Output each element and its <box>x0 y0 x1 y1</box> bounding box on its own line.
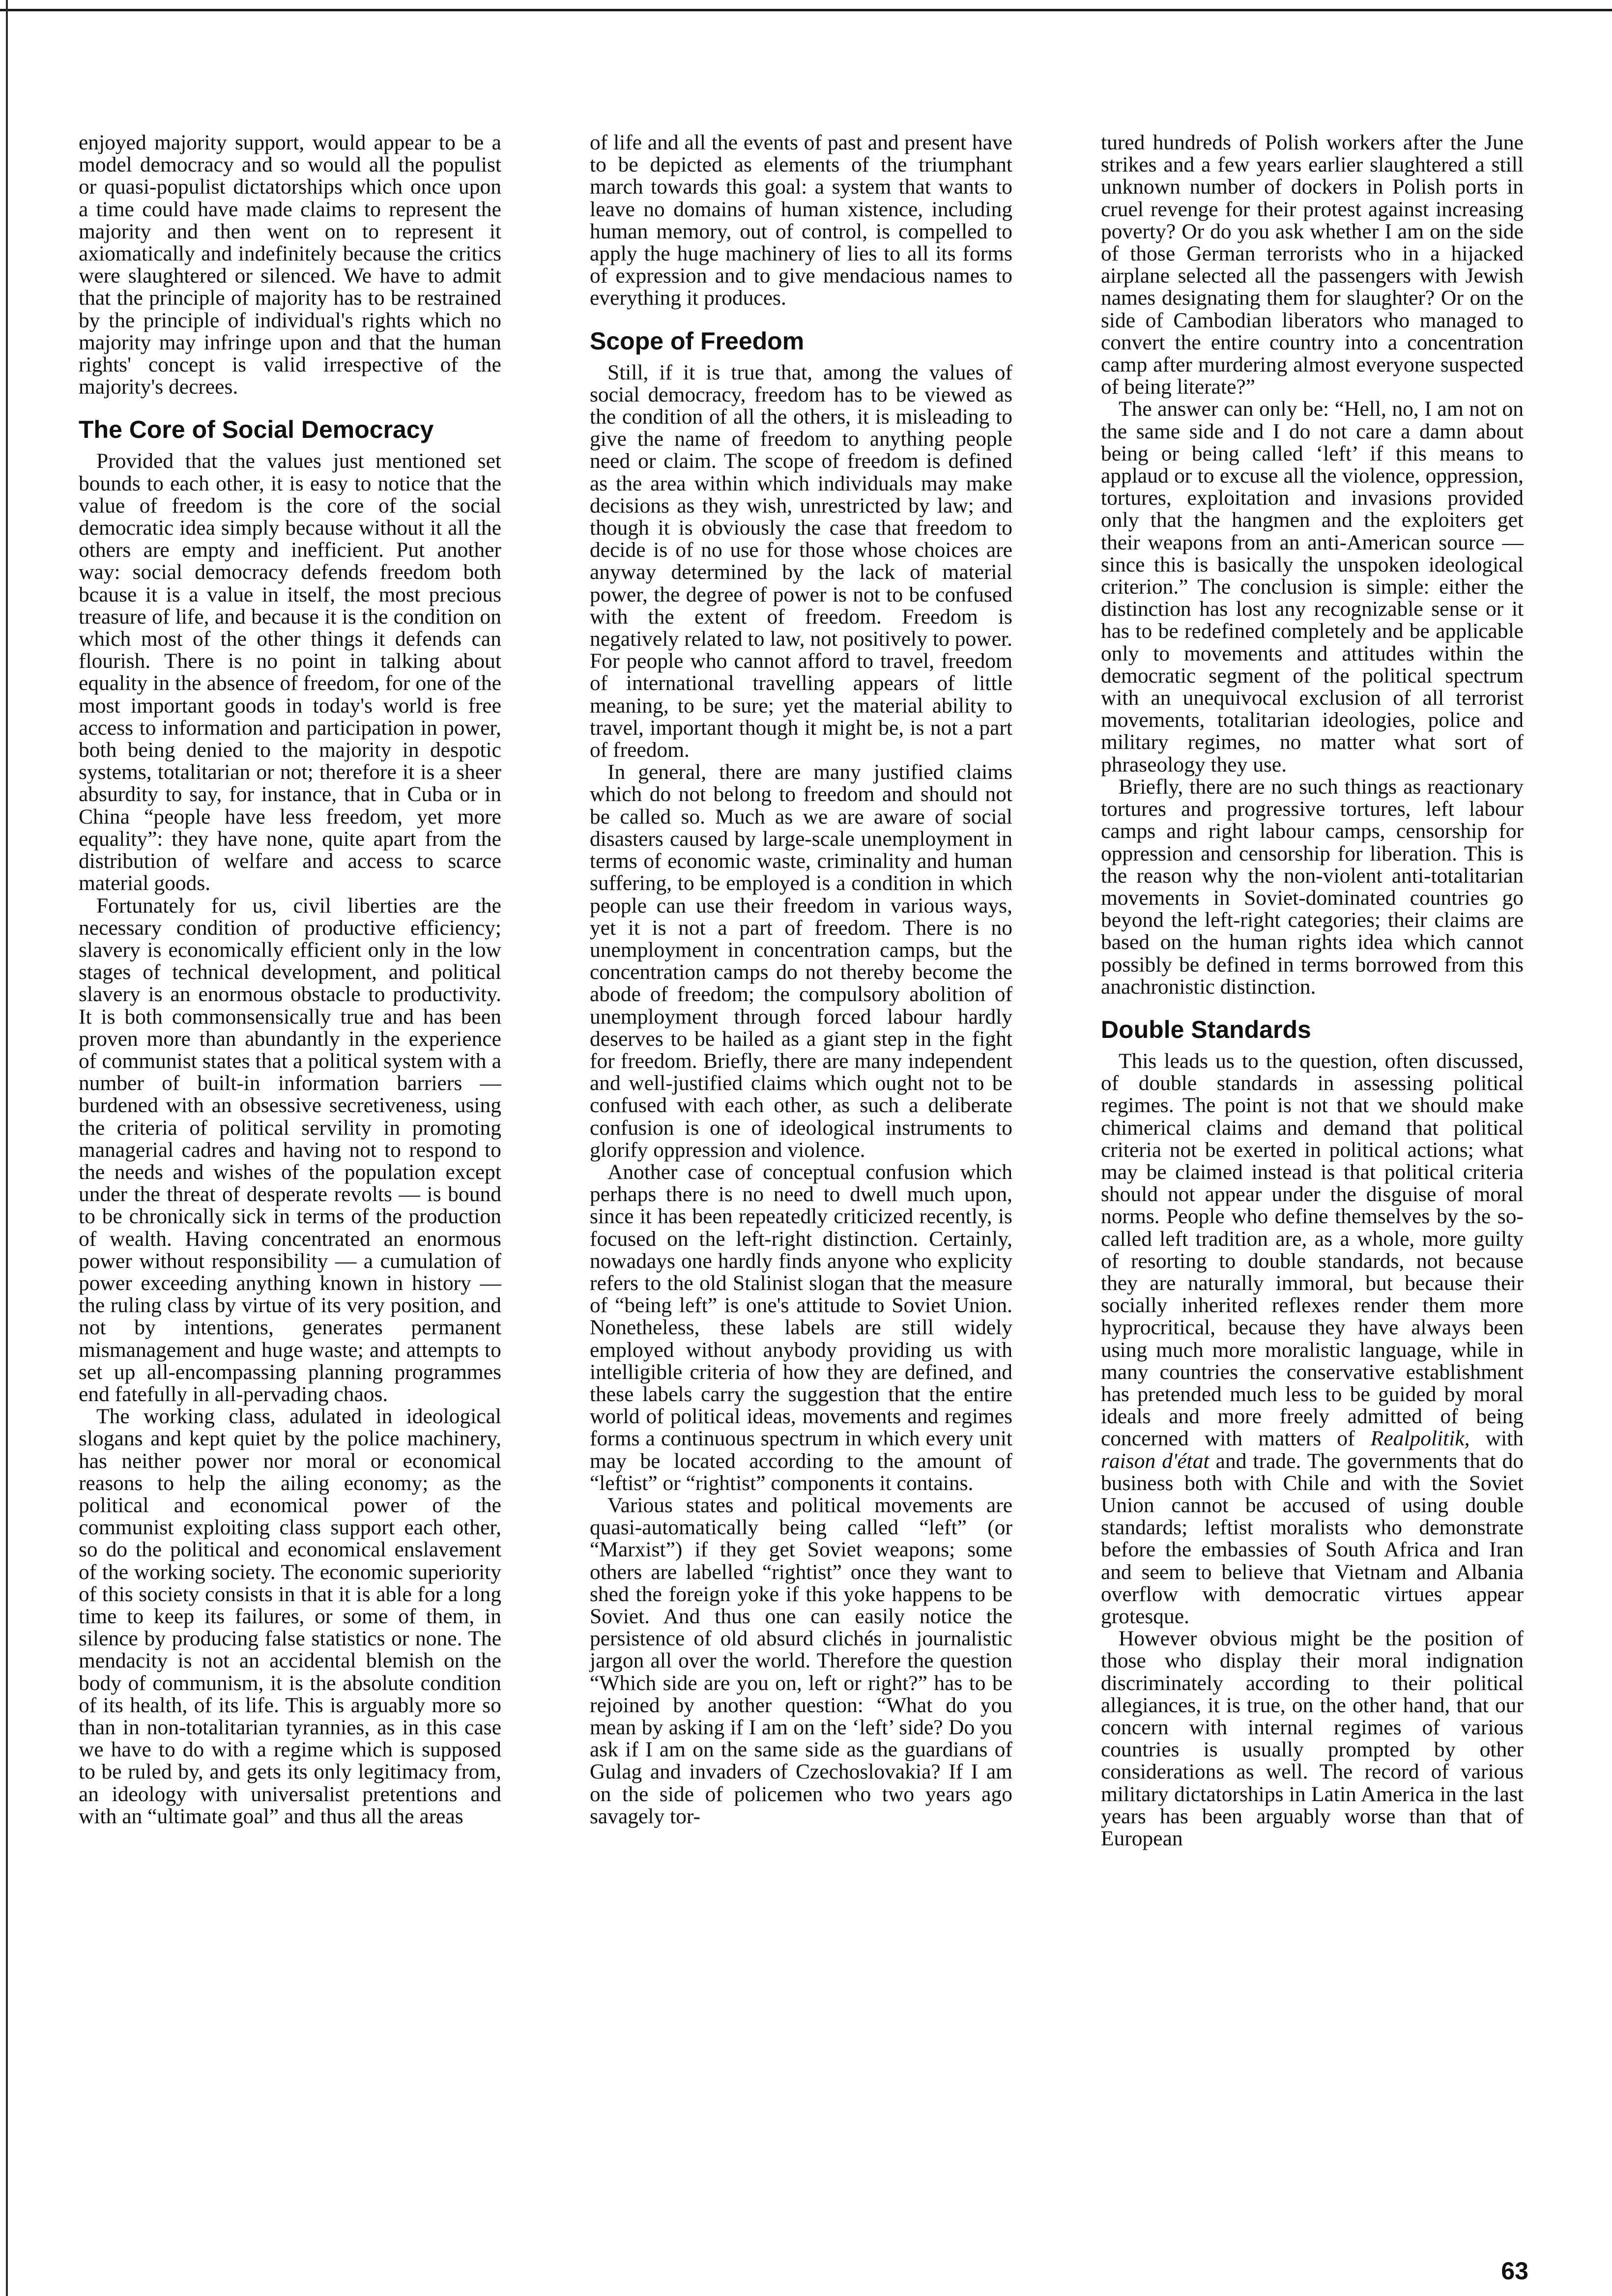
paragraph: The working class, adulated in ideological slogans and kept quiet by the police machinery, has neither power nor moral or economical reasons to help the ailing economy; as the political and economical power of the communist exploiting class support each other, so do the political and economical enslavement of the working society. The economic superiority of this society consists in that it is able for a long time to keep its failures, or some of them, in silence by producing false statistics or none. The mendacity is not an accidental blemish on the body of communism, it is the absolute condition of its health, of its life. This is arguably more so than in non-totalitarian tyrannies, as in this case we have to do with a regime which is supposed to be ruled by, and gets its only legitimacy from, an ideology with universalist pretentions and with an “ultimate goal” and thus all the areas <box>79 1405 501 1828</box>
paragraph-text: This leads us to the question, often discussed, of double standards in assessing political regimes. The point is not that we should make chimerical claims and demand that political criteria not be exerted in political actions; what may be claimed instead is that political criteria should not appear under the disguise of moral norms. People who define themselves by the so-called left tradition are, as a whole, more guilty of resorting to double standards, not because they are naturally immoral, but because their socially inherited reflexes render them more hyprocritical, because they have always been using much more moralistic language, while in many countries the conservative establishment has pretended much less to be guided by moral ideals and more freely admitted of being concerned with matters of <box>1101 1049 1524 1451</box>
left-rule <box>6 0 8 2296</box>
paragraph: of life and all the events of past and present have to be depicted as elements of the triumphant march towards this goal: a system that wants to leave no domains of human xistence, including human memory, out of control, is compelled to apply the huge machinery of lies to all its forms of expression and to give mendacious names to everything it produces. <box>590 131 1012 310</box>
paragraph: In general, there are many justified claims which do not belong to freedom and should not be called so. Much as we are aware of social disasters caused by large-scale unemployment in terms of economic waste, criminality and human suffering, to be employed is a condition in which people can use their freedom in various ways, yet it is not a part of freedom. There is no unemployment in concentration camps, but the concentration camps do not thereby become the abode of freedom; the compulsory abolition of unemployment through forced labour hardly deserves to be hailed as a giant step in the fight for freedom. Briefly, there are many independent and well-justified claims which ought not to be confused with each other, as such a deliberate confusion is one of ideological instruments to glorify oppression and violence. <box>590 760 1012 1162</box>
paragraph: Briefly, there are no such things as reactionary tortures and progressive tortures, left labour camps and right labour camps, censorship for oppression and censorship for liberation. This is the reason why the non-violent anti-totalitarian movements in Soviet-dominated countries go beyond the left-right categories; their claims are based on the human rights idea which cannot possibly be defined in terms borrowed from this anachronistic distinction. <box>1101 775 1524 999</box>
paragraph-text: and trade. The governments that do business both with Chile and with the Soviet Union cannot be accused of using double standards; leftist moralists who demonstrate before the embassies of South Africa and Iran and seem to believe that Vietnam and Albania overflow with democratic virtues appear grotesque. <box>1101 1449 1524 1628</box>
paragraph: However obvious might be the position of those who display their moral indignation discriminately according to their political allegiances, it is true, on the other hand, that our concern with internal regimes of various countries is usually prompted by other considerations as well. The record of various military dictatorships in Latin America in the last years has been arguably worse than that of European <box>1101 1627 1524 1851</box>
italic-term: Realpolitik, <box>1370 1427 1470 1451</box>
paragraph-text: with <box>1469 1427 1524 1451</box>
paragraph: Another case of conceptual confusion which perhaps there is no need to dwell much upon, since it has been repeatedly criticized recently, is focused on the left-right distinction. Certainly, nowadays one hardly finds anyone who explicity refers to the old Stalinist slogan that the measure of “being left” is one's attitude to Soviet Union. Nonetheless, these labels are still widely employed without anybody providing us with intelligible criteria of how they are defined, and these labels carry the suggestion that the entire world of political ideas, movements and regimes forms a continuous spectrum in which every unit may be located according to the amount of “leftist” or “rightist” components it contains. <box>590 1160 1012 1495</box>
text-column-1 <box>79 132 501 1828</box>
paragraph: tured hundreds of Polish workers after the June strikes and a few years earlier slaughtered a still unknown number of dockers in Polish ports in cruel revenge for their protest against increasing poverty? Or do you ask whether I am on the side of those German terrorists who in a hijacked airplane selected all the passengers with Jewish names designating them for slaughter? Or on the side of Cambodian liberators who managed to convert the entire country into a concentration camp after murdering almost everyone suspected of being literate?” <box>1101 131 1524 399</box>
paragraph: Still, if it is true that, among the values of social democracy, freedom has to be viewed as the condition of all the others, it is misleading to give the name of freedom to anything people need or claim. The scope of freedom is defined as the area within which individuals may make decisions as they wish, unrestricted by law; and though it is obviously the case that freedom to decide is of no use for those whose choices are anyway determined by the lack of material power, the degree of power is not to be confused with the extent of freedom. Freedom is negatively related to law, not positively to power. For people who cannot afford to travel, freedom of international travelling appears of little meaning, to be sure; yet the material ability to travel, important though it might be, is not a part of freedom. <box>590 360 1012 762</box>
section-heading-scope-of-freedom: Scope of Freedom <box>590 327 805 355</box>
top-rule <box>0 9 1612 11</box>
paragraph: enjoyed majority support, would appear to be a model democracy and so would all the populist or quasi-populist dictatorships which once upon a time could have made claims to represent the majority and then went on to represent it axiomatically and indefinitely because the critics were slaughtered or silenced. We have to admit that the principle of majority has to be restrained by the principle of individual's rights which no majority may infringe upon and that the human rights' concept is valid irrespective of the majority's decrees. <box>79 131 501 399</box>
paragraph: The answer can only be: “Hell, no, I am not on the same side and I do not care a damn about being or being called ‘left’ if this means to applaud or to excuse all the violence, oppression, tortures, exploitation and invasions provided only that the hangmen and the exploiters get their weapons from an anti-American source — since this is basically the unspoken ideological criterion.” The conclusion is simple: either the distinction has lost any recognizable sense or it has to be redefined completely and be applicable only to movements and attitudes within the democratic segment of the political spectrum with an unequivocal exclusion of all terrorist movements, totalitarian ideologies, police and military regimes, no matter what sort of phraseology they use. <box>1101 397 1524 776</box>
paragraph: Fortunately for us, civil liberties are the necessary condition of productive efficiency; slavery is economically efficient only in the low stages of technical development, and political slavery is an enormous obstacle to productivity. It is both commonsensically true and has been proven more than abundantly in the experience of communist states that a political system with a number of built-in information barriers — burdened with an obsessive secretiveness, using the criteria of political servility in promoting managerial cadres and having not to respond to the needs and wishes of the population except under the threat of desperate revolts — is bound to be chronically sick in terms of the production of wealth. Having concentrated an enormous power without responsibility — a cumulation of power exceeding anything known in history — the ruling class by virtue of its very position, and not by intentions, generates permanent mismanagement and huge waste; and attempts to set up all-encompassing planning programmes end fatefully in all-pervading chaos. <box>79 893 501 1406</box>
paragraph: Provided that the values just mentioned set bounds to each other, it is easy to notice that the value of freedom is the core of the social democratic idea simply because without it all the others are empty and inefficient. Put another way: social democracy defends freedom both bcause it is a value in itself, the most precious treasure of life, and because it is the condition on which most of the other things it defends can flourish. There is no point in talking about equality in the absence of freedom, for one of the most important goods in today's world is free access to information and participation in power, both being denied to the majority in despotic systems, totalitarian or not; therefore it is a sheer absurdity to say, for instance, that in Cuba or in China “people have less freedom, yet more equality”: they have none, quite apart from the distribution of welfare and access to scarce material goods. <box>79 449 501 895</box>
italic-term: raison d'état <box>1101 1449 1209 1473</box>
paragraph: Various states and political movements are quasi-automatically being called “left” (or “Marxist”) if they get Soviet weapons; some others are labelled “rightist” once they want to shed the foreign yoke if this yoke happens to be Soviet. And thus one can easily notice the persistence of old absurd clichés in journalistic jargon all over the world. Therefore the question “Which side are you on, left or right?” has to be rejoined by another question: “What do you mean by asking if I am on the ‘left’ side? Do you ask if I am on the same side as the guardians of Gulag and invaders of Czechoslovakia? If I am on the side of policemen who two years ago savagely tor- <box>590 1493 1012 1828</box>
section-heading-double-standards: Double Standards <box>1101 1015 1311 1043</box>
text-column-2 <box>590 132 1012 1828</box>
page-number: 63 <box>1501 2257 1528 2285</box>
section-heading-core-of-social-democracy: The Core of Social Democracy <box>79 416 434 444</box>
paragraph-with-italics <box>1101 1050 1524 1628</box>
text-column-3 <box>1101 132 1524 1850</box>
